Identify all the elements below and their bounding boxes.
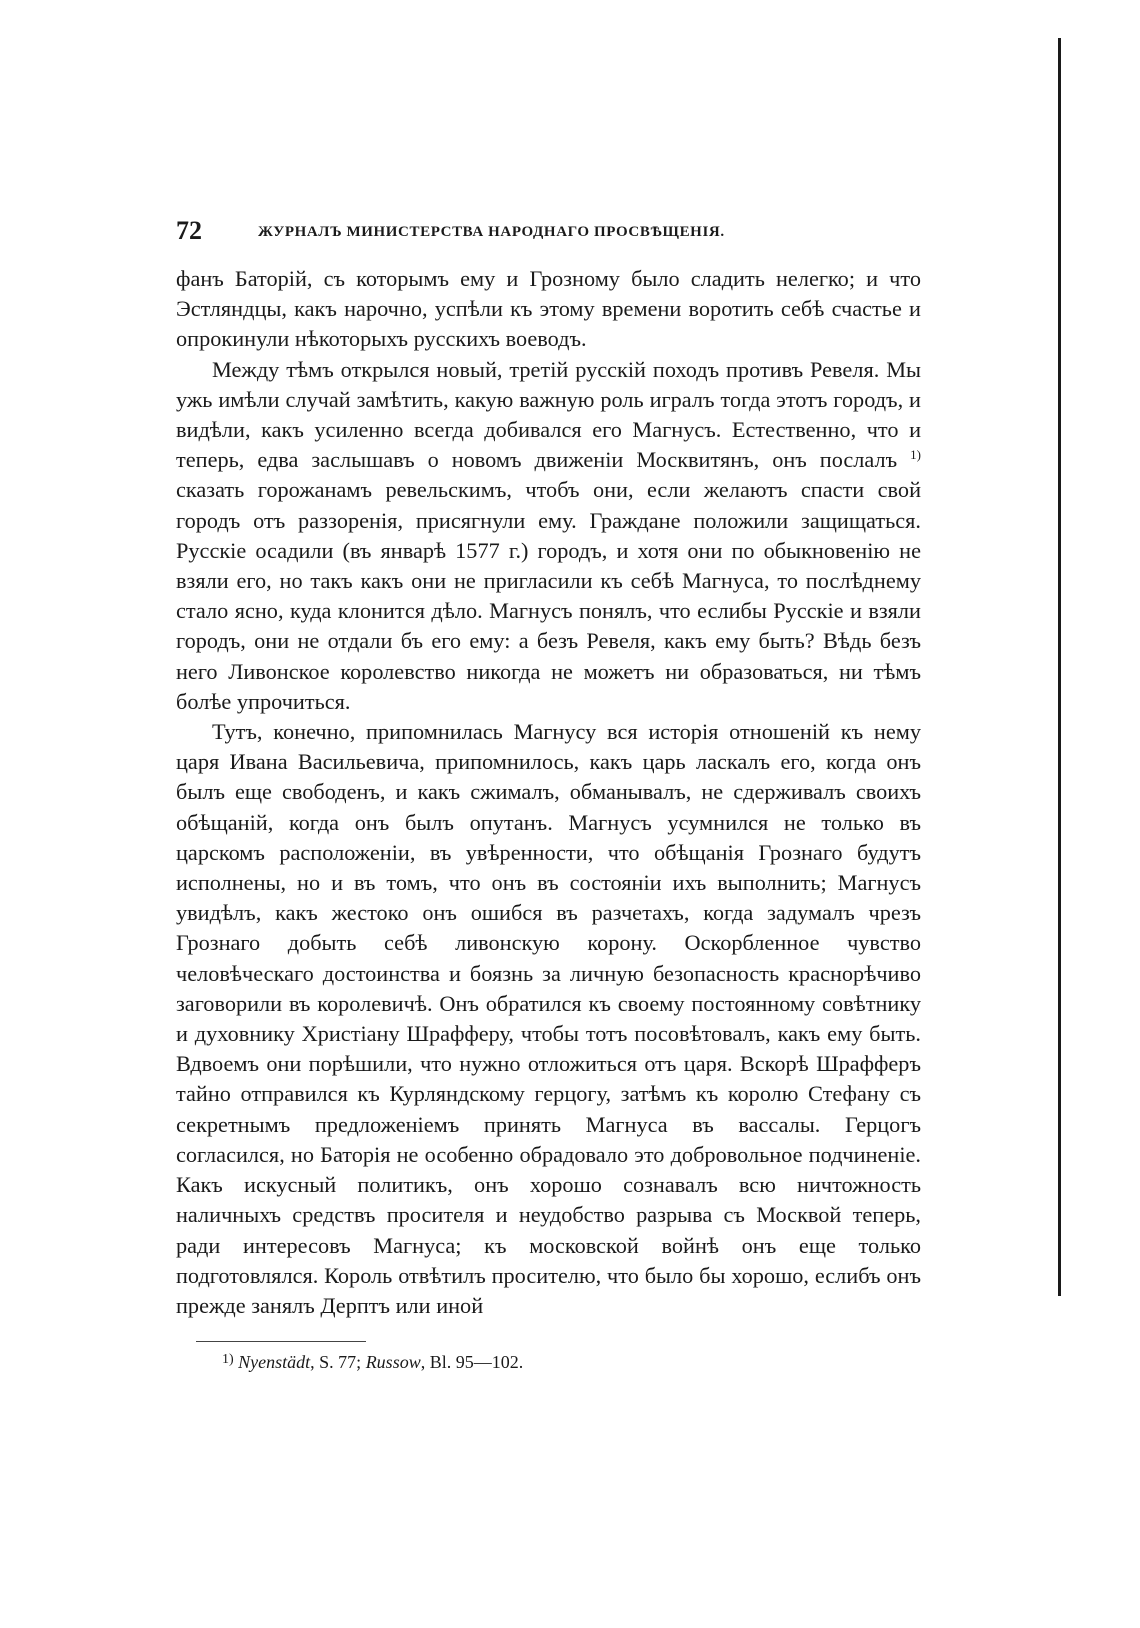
footnote-author-2: Russow — [365, 1352, 421, 1373]
footnote-divider — [196, 1341, 366, 1342]
running-head — [176, 206, 921, 254]
footnote-reference: 1) — [910, 447, 921, 463]
footnote-ref-1: , S. 77; — [310, 1352, 362, 1373]
page-number: 72 — [176, 216, 202, 245]
footnote-marker: 1) — [222, 1352, 234, 1368]
paragraph-2-part-a: Между тѣмъ открылся новый, третій русскій походъ противъ Ревеля. Мы ужь имѣли случай замѣтить, какую важную роль игралъ тогда этотъ городъ, и видѣли, какъ усиленно всегда добивался его Магнусъ. Естественно, что и теперь, едва заслышавъ о новомъ движеніи Москвитянъ, онъ послалъ — [176, 356, 921, 473]
book-page — [176, 206, 921, 1373]
paragraph-1: фанъ Баторій, съ которымъ ему и Грозному было сладить нелегко; и что Эстляндцы, какъ нарочно, успѣли къ этому времени воротить себѣ счастье и опрокинули нѣкоторыхъ русскихъ воеводъ. — [176, 266, 921, 352]
paragraph-2 — [176, 355, 921, 717]
paragraph-2-part-b: сказать горожанамъ ревельскимъ, чтобъ они, если желаютъ спасти свой городъ отъ раззоренія, присягнули ему. Граждане положили защищаться. Русскіе осадили (въ январѣ 1577 г.) городъ, и хотя они по обыкновенію не взяли его, но такъ какъ они не пригласили къ себѣ Магнуса, то послѣднему стало ясно, куда клонится дѣло. Магнусъ понялъ, что еслибы Русскіе и взяли городъ, они не отдали бъ его ему: а безъ Ревеля, какъ ему быть? Вѣдь безъ него Ливонское королевство никогда не можетъ ни образоваться, ни тѣмъ болѣе упрочиться. — [176, 477, 921, 714]
page-binding-edge — [1058, 38, 1061, 1296]
body-text — [176, 264, 921, 1321]
paragraph-3: Тутъ, конечно, припомнилась Магнусу вся исторія отношеній къ нему царя Ивана Васильевича, припомнилось, какъ царь ласкалъ его, когда онъ былъ еще свободенъ, и какъ сжималъ, обманывалъ, не сдерживалъ своихъ обѣщаній, когда онъ былъ опутанъ. Магнусъ усумнился не только въ царскомъ расположеніи, въ увѣренности, что обѣщанія Грознаго будутъ исполнены, но и въ томъ, что онъ въ состояніи ихъ выполнить; Магнусъ увидѣлъ, какъ жестоко онъ ошибся въ разчетахъ, когда задумалъ чрезъ Грознаго добыть себѣ ливонскую корону. Оскорбленное чувство человѣческаго достоинства и боязнь за личную безопасность краснорѣчиво заговорили въ королевичѣ. Онъ обратился къ своему постоянному совѣтнику и духовнику Христіану Шрафферу, чтобы тотъ посовѣтовалъ, какъ ему быть. Вдвоемъ они порѣшили, что нужно отложиться отъ царя. Вскорѣ Шрафферъ тайно отправился къ Курляндскому герцогу, затѣмъ къ королю Стефану съ секретнымъ предложеніемъ принять Магнуса въ вассалы. Герцогъ согласился, но Баторія не особенно обрадовало это добровольное подчиненіе. Какъ искусный политикъ, онъ хорошо сознавалъ всю ничтожность наличныхъ средствъ просителя и неудобство разрыва съ Москвой теперь, ради интересовъ Магнуса; къ московской войнѣ онъ еще только подготовлялся. Король отвѣтилъ просителю, что было бы хорошо, еслибъ онъ прежде занялъ Дерптъ или иной — [176, 719, 921, 1318]
footnote-author-1: Nyenstädt — [238, 1352, 311, 1373]
footnote-ref-2: , Bl. 95—102. — [420, 1352, 524, 1373]
footnote — [222, 1352, 921, 1373]
journal-title: ЖУРНАЛЪ МИНИСТЕРСТВА НАРОДНАГО ПРОСВѢЩЕНІЯ. — [258, 224, 725, 240]
